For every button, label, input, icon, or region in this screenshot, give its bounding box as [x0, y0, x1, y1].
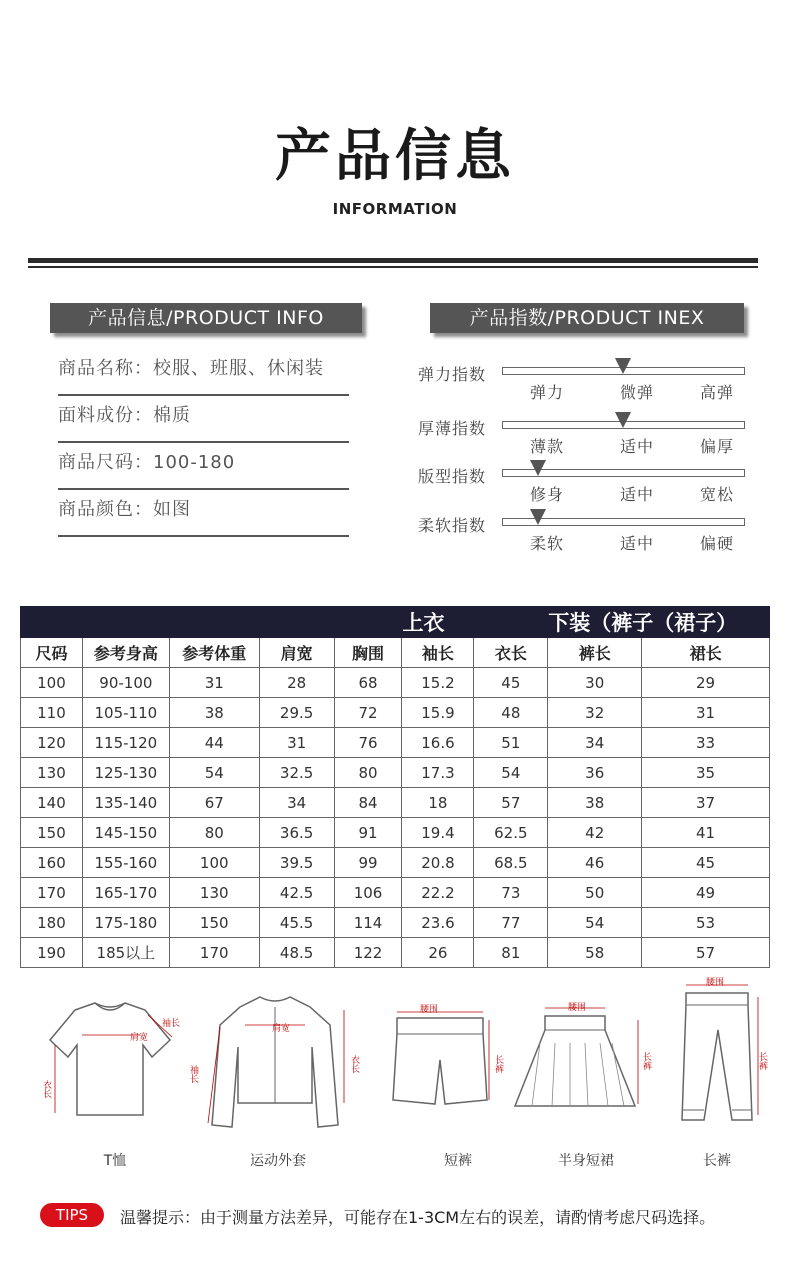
band-spacer: [474, 607, 548, 638]
table-cell: 115-120: [82, 728, 169, 758]
size-table-band: [21, 607, 770, 638]
table-cell: 45.5: [259, 908, 334, 938]
table-cell: 36: [548, 758, 642, 788]
table-cell: 110: [21, 698, 83, 728]
table-cell: 106: [334, 878, 402, 908]
table-cell: 122: [334, 938, 402, 968]
jacket-icon: [190, 985, 360, 1135]
table-cell: 38: [548, 788, 642, 818]
product-info-heading: 产品信息/PRODUCT INFO: [50, 303, 362, 333]
table-cell: 150: [169, 908, 259, 938]
table-cell: 81: [474, 938, 548, 968]
info-row-material: 面料成份：棉质: [58, 394, 349, 443]
measure-label: 长裤: [757, 1052, 767, 1070]
table-cell: 91: [334, 818, 402, 848]
column-header: 衣长: [474, 638, 548, 668]
table-cell: 48: [474, 698, 548, 728]
tips-badge: TIPS: [40, 1203, 104, 1227]
index-tick: 柔软: [529, 534, 564, 553]
table-cell: 26: [402, 938, 474, 968]
table-cell: 54: [169, 758, 259, 788]
table-cell: 20.8: [402, 848, 474, 878]
table-cell: 49: [642, 878, 770, 908]
table-cell: 68: [334, 668, 402, 698]
table-cell: 170: [169, 938, 259, 968]
measure-label: 腰围: [420, 1005, 439, 1015]
table-row: [21, 938, 770, 968]
table-cell: 15.2: [402, 668, 474, 698]
measure-label: 长裤: [641, 1052, 651, 1070]
column-header: 袖长: [402, 638, 474, 668]
garment-label-skirt: 半身短裙: [558, 1153, 614, 1169]
measure-label: 袖长: [188, 1065, 198, 1083]
table-cell: 185以上: [82, 938, 169, 968]
table-cell: 42: [548, 818, 642, 848]
table-cell: 51: [474, 728, 548, 758]
table-cell: 50: [548, 878, 642, 908]
table-cell: 180: [21, 908, 83, 938]
table-cell: 57: [642, 938, 770, 968]
table-cell: 165-170: [82, 878, 169, 908]
measure-label: 衣长: [41, 1080, 51, 1098]
measure-label: 肩宽: [272, 1024, 291, 1034]
table-row: [21, 728, 770, 758]
table-cell: 155-160: [82, 848, 169, 878]
table-row: [21, 818, 770, 848]
table-cell: 150: [21, 818, 83, 848]
table-cell: 48.5: [259, 938, 334, 968]
table-cell: 190: [21, 938, 83, 968]
index-tick: 微弹: [619, 383, 654, 402]
measure-label: 衣长: [349, 1055, 359, 1073]
table-cell: 23.6: [402, 908, 474, 938]
table-cell: 160: [21, 848, 83, 878]
table-cell: 130: [21, 758, 83, 788]
column-header: 参考身高: [82, 638, 169, 668]
table-row: [21, 668, 770, 698]
table-cell: 120: [21, 728, 83, 758]
garment-label-tshirt: T恤: [103, 1153, 127, 1169]
garment-label-shorts: 短裤: [444, 1153, 472, 1169]
table-cell: 58: [548, 938, 642, 968]
column-header: 胸围: [334, 638, 402, 668]
table-cell: 90-100: [82, 668, 169, 698]
table-cell: 53: [642, 908, 770, 938]
table-cell: 33: [642, 728, 770, 758]
table-cell: 175-180: [82, 908, 169, 938]
tips-text: 温馨提示：由于测量方法差异，可能存在1-3CM左右的误差，请酌情考虑尺码选择。: [120, 1208, 716, 1227]
measure-label: 腰围: [568, 1003, 587, 1013]
table-cell: 62.5: [474, 818, 548, 848]
product-index-heading: 产品指数/PRODUCT INEX: [430, 303, 744, 333]
table-cell: 31: [259, 728, 334, 758]
table-cell: 45: [642, 848, 770, 878]
table-cell: 99: [334, 848, 402, 878]
column-header: 裤长: [548, 638, 642, 668]
table-cell: 41: [642, 818, 770, 848]
table-cell: 34: [548, 728, 642, 758]
column-header: 参考体重: [169, 638, 259, 668]
column-header: 肩宽: [259, 638, 334, 668]
garment-label-trousers: 长裤: [703, 1153, 731, 1169]
table-cell: 80: [169, 818, 259, 848]
table-cell: 100: [21, 668, 83, 698]
shorts-icon: [375, 1000, 495, 1120]
index-tick: 偏硬: [699, 534, 734, 553]
divider: [28, 266, 758, 268]
table-cell: 28: [259, 668, 334, 698]
table-cell: 76: [334, 728, 402, 758]
table-cell: 15.9: [402, 698, 474, 728]
table-cell: 67: [169, 788, 259, 818]
index-marker: [615, 412, 631, 428]
index-tick: 弹力: [529, 383, 564, 402]
table-cell: 22.2: [402, 878, 474, 908]
table-cell: 73: [474, 878, 548, 908]
table-cell: 19.4: [402, 818, 474, 848]
table-cell: 105-110: [82, 698, 169, 728]
table-cell: 37: [642, 788, 770, 818]
size-table-body: [21, 668, 770, 968]
measure-label: 袖长: [162, 1019, 181, 1029]
measure-label: 肩宽: [130, 1033, 149, 1043]
table-cell: 72: [334, 698, 402, 728]
index-tick: 适中: [619, 437, 654, 456]
table-cell: 135-140: [82, 788, 169, 818]
table-cell: 18: [402, 788, 474, 818]
table-row: [21, 758, 770, 788]
table-row: [21, 788, 770, 818]
table-cell: 84: [334, 788, 402, 818]
table-row: [21, 698, 770, 728]
table-cell: 46: [548, 848, 642, 878]
table-row: [21, 878, 770, 908]
index-tick: 适中: [619, 534, 654, 553]
garment-label-jacket: 运动外套: [250, 1153, 306, 1169]
info-row-name: 商品名称：校服、班服、休闲装: [58, 347, 349, 396]
index-label: 厚薄指数: [418, 419, 487, 438]
table-cell: 68.5: [474, 848, 548, 878]
table-cell: 100: [169, 848, 259, 878]
index-tick: 修身: [529, 485, 564, 504]
table-cell: 31: [169, 668, 259, 698]
column-header: 尺码: [21, 638, 83, 668]
table-cell: 114: [334, 908, 402, 938]
table-cell: 29.5: [259, 698, 334, 728]
table-cell: 42.5: [259, 878, 334, 908]
index-tick: 薄款: [529, 437, 564, 456]
table-cell: 145-150: [82, 818, 169, 848]
size-table: [20, 606, 770, 968]
table-cell: 32.5: [259, 758, 334, 788]
table-cell: 16.6: [402, 728, 474, 758]
index-label: 柔软指数: [418, 516, 487, 535]
table-cell: 35: [642, 758, 770, 788]
index-tick: 宽松: [699, 485, 734, 504]
index-tick: 高弹: [699, 383, 734, 402]
band-bottom: 下装（裤子（裙子）: [548, 607, 770, 638]
measure-label: 腰围: [706, 978, 725, 988]
index-marker: [615, 358, 631, 374]
skirt-icon: [510, 998, 645, 1123]
table-row: [21, 848, 770, 878]
table-cell: 80: [334, 758, 402, 788]
table-row: [21, 908, 770, 938]
table-cell: 32: [548, 698, 642, 728]
table-cell: 38: [169, 698, 259, 728]
tshirt-icon: [30, 985, 190, 1125]
table-cell: 44: [169, 728, 259, 758]
index-marker: [530, 460, 546, 476]
table-cell: 125-130: [82, 758, 169, 788]
table-cell: 34: [259, 788, 334, 818]
table-cell: 77: [474, 908, 548, 938]
table-cell: 39.5: [259, 848, 334, 878]
divider: [28, 258, 758, 263]
size-table-header: [21, 638, 770, 668]
band-top: 上衣: [402, 607, 474, 638]
table-cell: 45: [474, 668, 548, 698]
index-label: 版型指数: [418, 467, 487, 486]
table-cell: 31: [642, 698, 770, 728]
table-cell: 17.3: [402, 758, 474, 788]
band-spacer: [21, 607, 402, 638]
info-row-size: 商品尺码：100-180: [58, 441, 349, 490]
page-title: 产品信息: [275, 124, 515, 189]
table-cell: 140: [21, 788, 83, 818]
table-cell: 54: [548, 908, 642, 938]
index-tick: 偏厚: [699, 437, 734, 456]
table-cell: 54: [474, 758, 548, 788]
table-cell: 130: [169, 878, 259, 908]
column-header: 裙长: [642, 638, 770, 668]
table-cell: 29: [642, 668, 770, 698]
table-cell: 36.5: [259, 818, 334, 848]
table-cell: 30: [548, 668, 642, 698]
page-subtitle: INFORMATION: [332, 200, 458, 218]
table-cell: 170: [21, 878, 83, 908]
info-row-color: 商品颜色：如图: [58, 488, 349, 537]
table-cell: 57: [474, 788, 548, 818]
index-tick: 适中: [619, 485, 654, 504]
index-label: 弹力指数: [418, 365, 487, 384]
measure-label: 长裤: [493, 1055, 503, 1073]
index-marker: [530, 509, 546, 525]
